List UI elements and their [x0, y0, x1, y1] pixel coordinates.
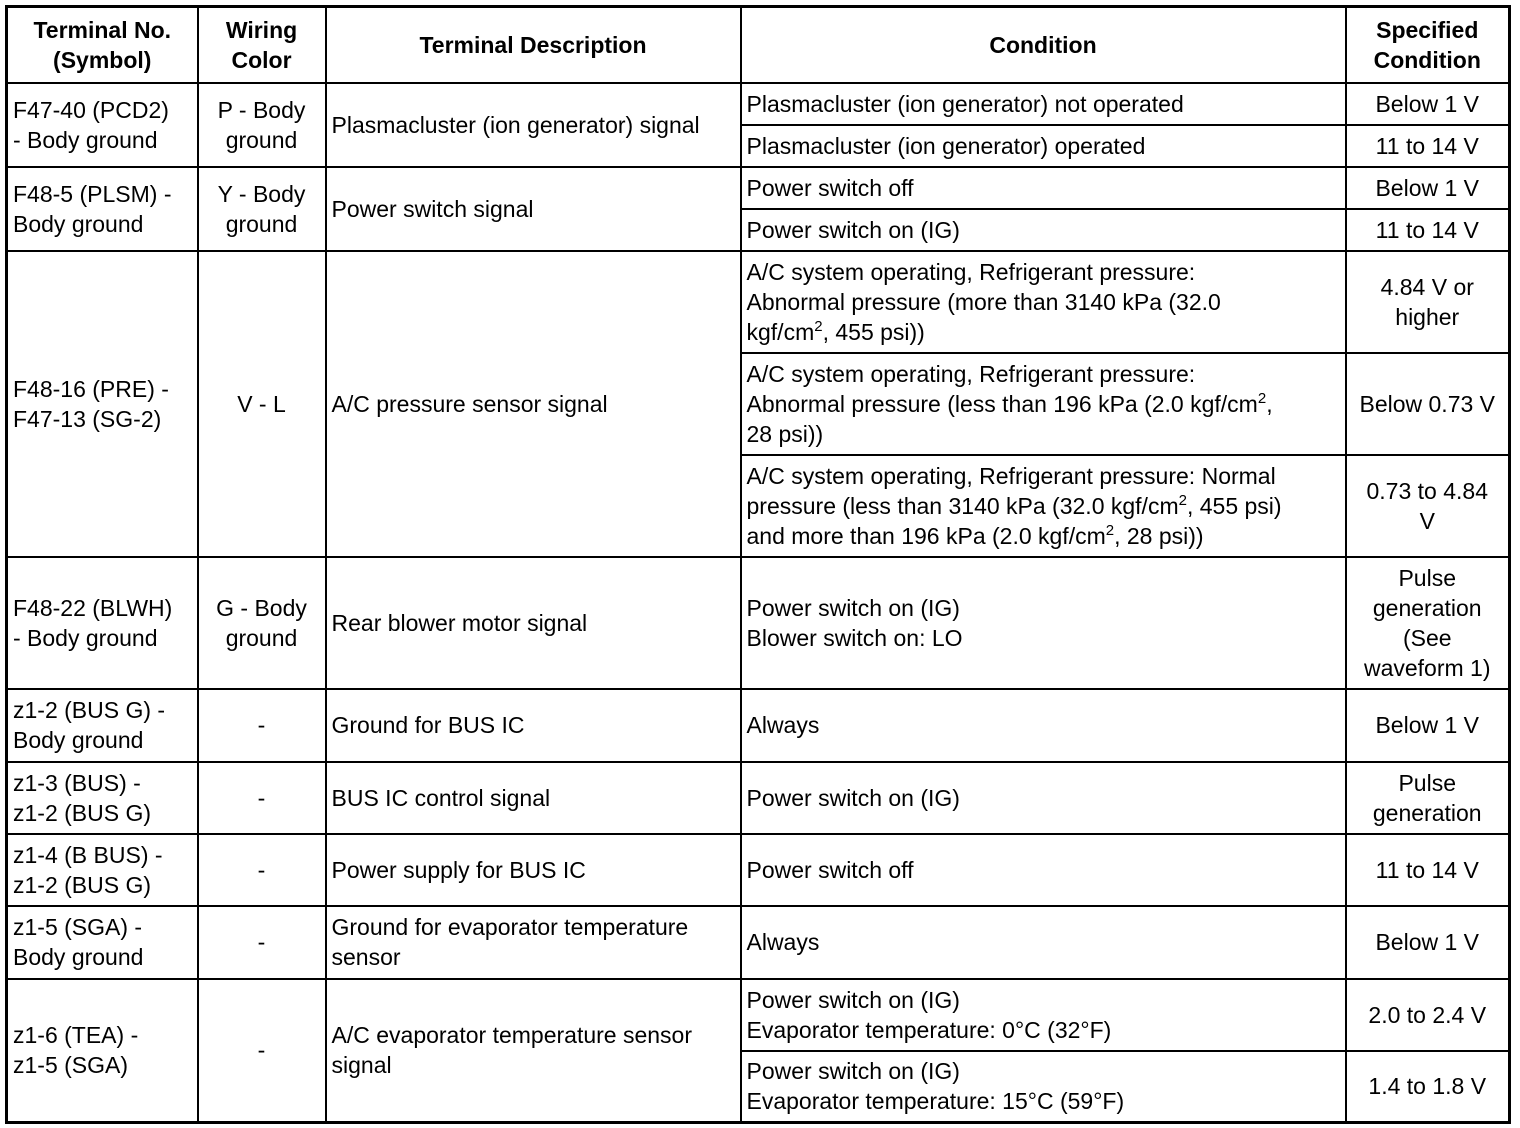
terminal-inspection-table [5, 5, 1511, 1124]
description-cell: Rear blower motor signal [326, 557, 741, 689]
header-terminal-no: Terminal No. (Symbol) [7, 7, 198, 83]
wiring-cell: - [198, 834, 326, 906]
table-row [7, 979, 1510, 1051]
spec-cell: 1.4 to 1.8 V [1346, 1051, 1510, 1123]
description-cell: BUS IC control signal [326, 762, 741, 834]
spec-cell: Below 1 V [1346, 689, 1510, 762]
condition-cell [741, 353, 1346, 455]
condition-cell: Plasmacluster (ion generator) not operated [741, 83, 1346, 125]
spec-cell: 4.84 V or higher [1346, 251, 1510, 353]
table-row [7, 689, 1510, 762]
spec-cell: Pulse generation [1346, 762, 1510, 834]
description-cell: Ground for BUS IC [326, 689, 741, 762]
condition-cell: Power switch on (IG) Evaporator temperature: 15°C (59°F) [741, 1051, 1346, 1123]
table-row [7, 251, 1510, 353]
spec-cell: 0.73 to 4.84 V [1346, 455, 1510, 557]
wiring-cell: - [198, 762, 326, 834]
superscript: 2 [814, 317, 823, 335]
wiring-cell: - [198, 689, 326, 762]
terminal-cell: F47-40 (PCD2) - Body ground [7, 83, 198, 167]
condition-text: , 28 psi)) [746, 390, 1273, 447]
table-row [7, 83, 1510, 125]
description-cell: A/C pressure sensor signal [326, 251, 741, 557]
description-cell: Plasmacluster (ion generator) signal [326, 83, 741, 167]
wiring-cell: - [198, 906, 326, 979]
table-row [7, 762, 1510, 834]
spec-cell: Below 0.73 V [1346, 353, 1510, 455]
header-wiring-color: Wiring Color [198, 7, 326, 83]
wiring-cell: - [198, 979, 326, 1123]
condition-text: , 455 psi)) [822, 318, 925, 345]
spec-cell: Below 1 V [1346, 906, 1510, 979]
condition-cell: Power switch on (IG) [741, 762, 1346, 834]
table-row [7, 167, 1510, 209]
superscript: 2 [1178, 491, 1187, 509]
condition-cell [741, 251, 1346, 353]
condition-text: , 28 psi)) [1114, 522, 1204, 549]
table-row [7, 834, 1510, 906]
header-condition: Condition [741, 7, 1346, 83]
spec-cell: 2.0 to 2.4 V [1346, 979, 1510, 1051]
superscript: 2 [1257, 389, 1267, 407]
condition-text: A/C system operating, Refrigerant pressure: Abnormal pressure (less than 196 kPa (2.0 kgf/cm [746, 360, 1258, 417]
condition-text: , 455 psi) and more than 196 kPa (2.0 kgf/cm [746, 492, 1282, 549]
condition-cell [741, 455, 1346, 557]
terminal-cell: z1-3 (BUS) - z1-2 (BUS G) [7, 762, 198, 834]
superscript: 2 [1105, 521, 1115, 539]
terminal-cell: z1-4 (B BUS) - z1-2 (BUS G) [7, 834, 198, 906]
terminal-cell: F48-16 (PRE) - F47-13 (SG-2) [7, 251, 198, 557]
condition-cell: Power switch on (IG) Evaporator temperature: 0°C (32°F) [741, 979, 1346, 1051]
terminal-cell: z1-6 (TEA) - z1-5 (SGA) [7, 979, 198, 1123]
condition-cell: Always [741, 689, 1346, 762]
condition-text: A/C system operating, Refrigerant pressure: Normal pressure (less than 3140 kPa (32.0 kgf/cm [746, 462, 1276, 519]
condition-cell: Always [741, 906, 1346, 979]
spec-cell: Below 1 V [1346, 167, 1510, 209]
terminal-cell: F48-22 (BLWH) - Body ground [7, 557, 198, 689]
spec-cell: 11 to 14 V [1346, 834, 1510, 906]
spec-cell: Below 1 V [1346, 83, 1510, 125]
header-row [7, 7, 1510, 83]
description-cell: Power switch signal [326, 167, 741, 251]
header-specified-condition: Specified Condition [1346, 7, 1510, 83]
terminal-cell: z1-5 (SGA) - Body ground [7, 906, 198, 979]
spec-cell: Pulse generation (See waveform 1) [1346, 557, 1510, 689]
description-cell: Ground for evaporator temperature sensor [326, 906, 741, 979]
spec-cell: 11 to 14 V [1346, 125, 1510, 167]
spec-cell: 11 to 14 V [1346, 209, 1510, 251]
header-terminal-description: Terminal Description [326, 7, 741, 83]
condition-cell: Power switch on (IG) Blower switch on: LO [741, 557, 1346, 689]
wiring-cell: V - L [198, 251, 326, 557]
description-cell: Power supply for BUS IC [326, 834, 741, 906]
condition-cell: Plasmacluster (ion generator) operated [741, 125, 1346, 167]
table-row [7, 906, 1510, 979]
condition-cell: Power switch on (IG) [741, 209, 1346, 251]
description-cell: A/C evaporator temperature sensor signal [326, 979, 741, 1123]
table-row [7, 557, 1510, 689]
condition-cell: Power switch off [741, 167, 1346, 209]
wiring-cell: P - Body ground [198, 83, 326, 167]
condition-cell: Power switch off [741, 834, 1346, 906]
terminal-cell: F48-5 (PLSM) - Body ground [7, 167, 198, 251]
wiring-cell: G - Body ground [198, 557, 326, 689]
terminal-cell: z1-2 (BUS G) - Body ground [7, 689, 198, 762]
wiring-cell: Y - Body ground [198, 167, 326, 251]
condition-text: A/C system operating, Refrigerant pressure: Abnormal pressure (more than 3140 kPa (32.0 kgf/cm [746, 258, 1221, 345]
